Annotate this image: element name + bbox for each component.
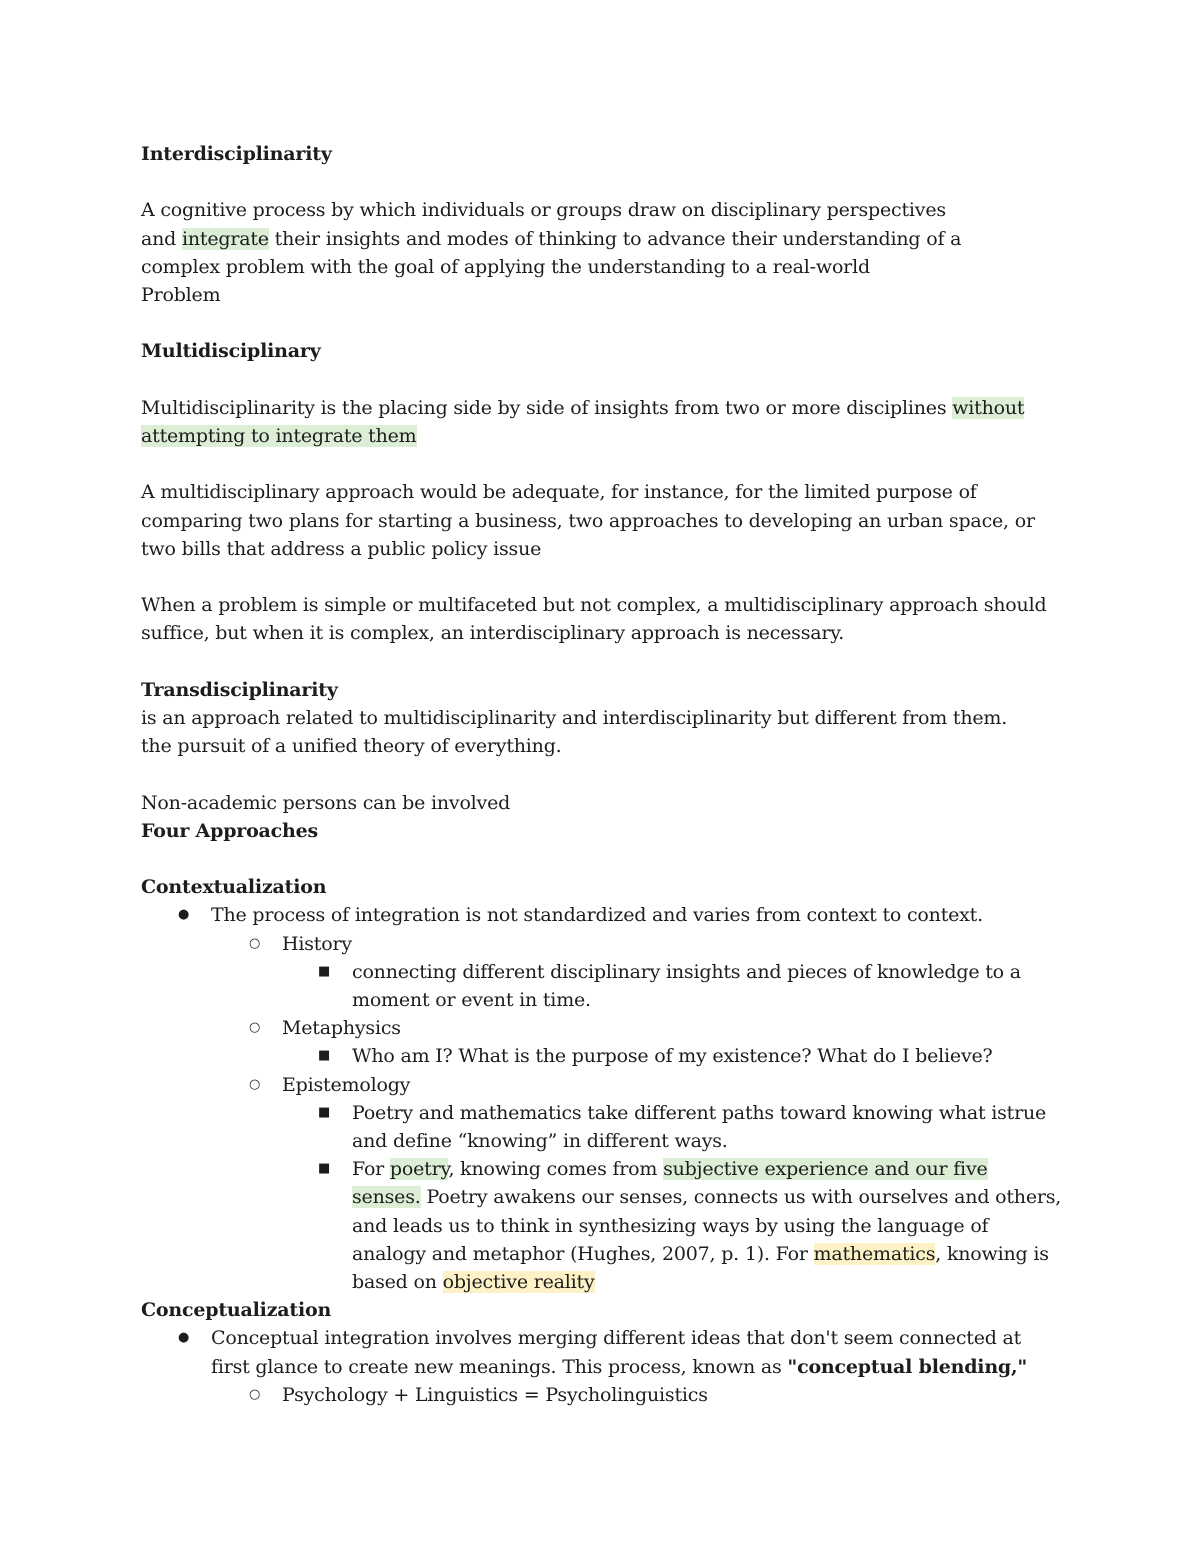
bullet-circle-icon — [249, 930, 260, 958]
list-item: ■ For poetry, knowing comes from subjective experience and our five senses. Poetry awakens our senses, connects us with ourselves and others, and leads us to think in synthesizing ways by using the language of analogy and metaphor (Hughes, 2007, p. 1). For mathematics, knowing is based on objective reality — [141, 1155, 1071, 1296]
paragraph-interdisciplinarity-definition: A cognitive process by which individuals or groups draw on disciplinary perspectives and integrate their insights and modes of thinking to advance their understanding of a complex problem with the goal of applying the understanding to a real-world Problem — [141, 199, 962, 306]
heading-transdisciplinarity: Transdisciplinarity — [141, 678, 338, 701]
bullet-circle-icon — [249, 1381, 260, 1409]
document-page — [141, 140, 1071, 1409]
list-item: ■ Who am I? What is the purpose of my existence? What do I believe? — [141, 1042, 1071, 1070]
highlight-attempting-to-integrate: attempting to integrate them — [141, 424, 417, 447]
highlight-senses: senses. — [352, 1186, 421, 1209]
list-item: ○ Psychology + Linguistics = Psycholinguistics — [141, 1381, 1071, 1409]
bullet-square-icon — [318, 1042, 330, 1070]
heading-multidisciplinary: Multidisciplinary — [141, 340, 321, 363]
paragraph-multidisciplinary-suffice: When a problem is simple or multifaceted but not complex, a multidisciplinary approach should suffice, but when it is complex, an interdisciplinary approach is necessary. — [141, 594, 1047, 645]
bullet-circle-icon — [249, 1014, 260, 1042]
highlight-integrate: integrate — [181, 227, 269, 250]
paragraph-multidisciplinary-example: A multidisciplinary approach would be adequate, for instance, for the limited purpose of comparing two plans for starting a business, two approaches to developing an urban space, or two bills that address a public policy issue — [141, 481, 1035, 560]
list-item: ● The process of integration is not standardized and varies from context to context. — [141, 901, 1071, 929]
bullet-circle-icon — [249, 1071, 260, 1099]
list-item: ○ Metaphysics — [141, 1014, 1071, 1042]
list-item: ● Conceptual integration involves merging different ideas that don't seem connected at first glance to create new meanings. This process, known as "conceptual blending," — [141, 1324, 1071, 1380]
list-item: ■ Poetry and mathematics take different paths toward knowing what istrue and define “knowing” in different ways. — [141, 1099, 1071, 1155]
highlight-objective-reality: objective reality — [442, 1271, 595, 1293]
highlight-subjective-experience: subjective experience and our five — [663, 1158, 988, 1181]
list-item: ○ History — [141, 930, 1071, 958]
bullet-square-icon — [318, 1155, 330, 1183]
bullet-disc-icon — [178, 901, 189, 929]
heading-four-approaches: Four Approaches — [141, 819, 319, 842]
bold-conceptual-blending: "conceptual blending," — [787, 1355, 1028, 1378]
paragraph-non-academic: Non-academic persons can be involved — [141, 791, 511, 814]
bullet-square-icon — [318, 958, 330, 986]
bullet-disc-icon — [178, 1324, 189, 1352]
highlight-poetry: poetry — [389, 1158, 449, 1181]
highlight-mathematics: mathematics — [813, 1242, 936, 1265]
paragraph-multidisciplinarity-definition: Multidisciplinarity is the placing side by side of insights from two or more disciplines without attempting to integrate them — [141, 396, 1025, 447]
heading-interdisciplinarity: Interdisciplinarity — [141, 143, 332, 165]
list-item: ○ Epistemology — [141, 1071, 1071, 1099]
paragraph-transdisciplinarity-definition: is an approach related to multidisciplinarity and interdisciplinarity but different from them. the pursuit of a unified theory of everything. — [141, 706, 1008, 758]
bullet-square-icon — [318, 1099, 330, 1127]
heading-conceptualization: Conceptualization — [141, 1299, 332, 1322]
list-item: ■ connecting different disciplinary insights and pieces of knowledge to a moment or event in time. — [141, 958, 1071, 1014]
highlight-without: without — [952, 396, 1025, 419]
heading-contextualization: Contextualization — [141, 876, 327, 899]
